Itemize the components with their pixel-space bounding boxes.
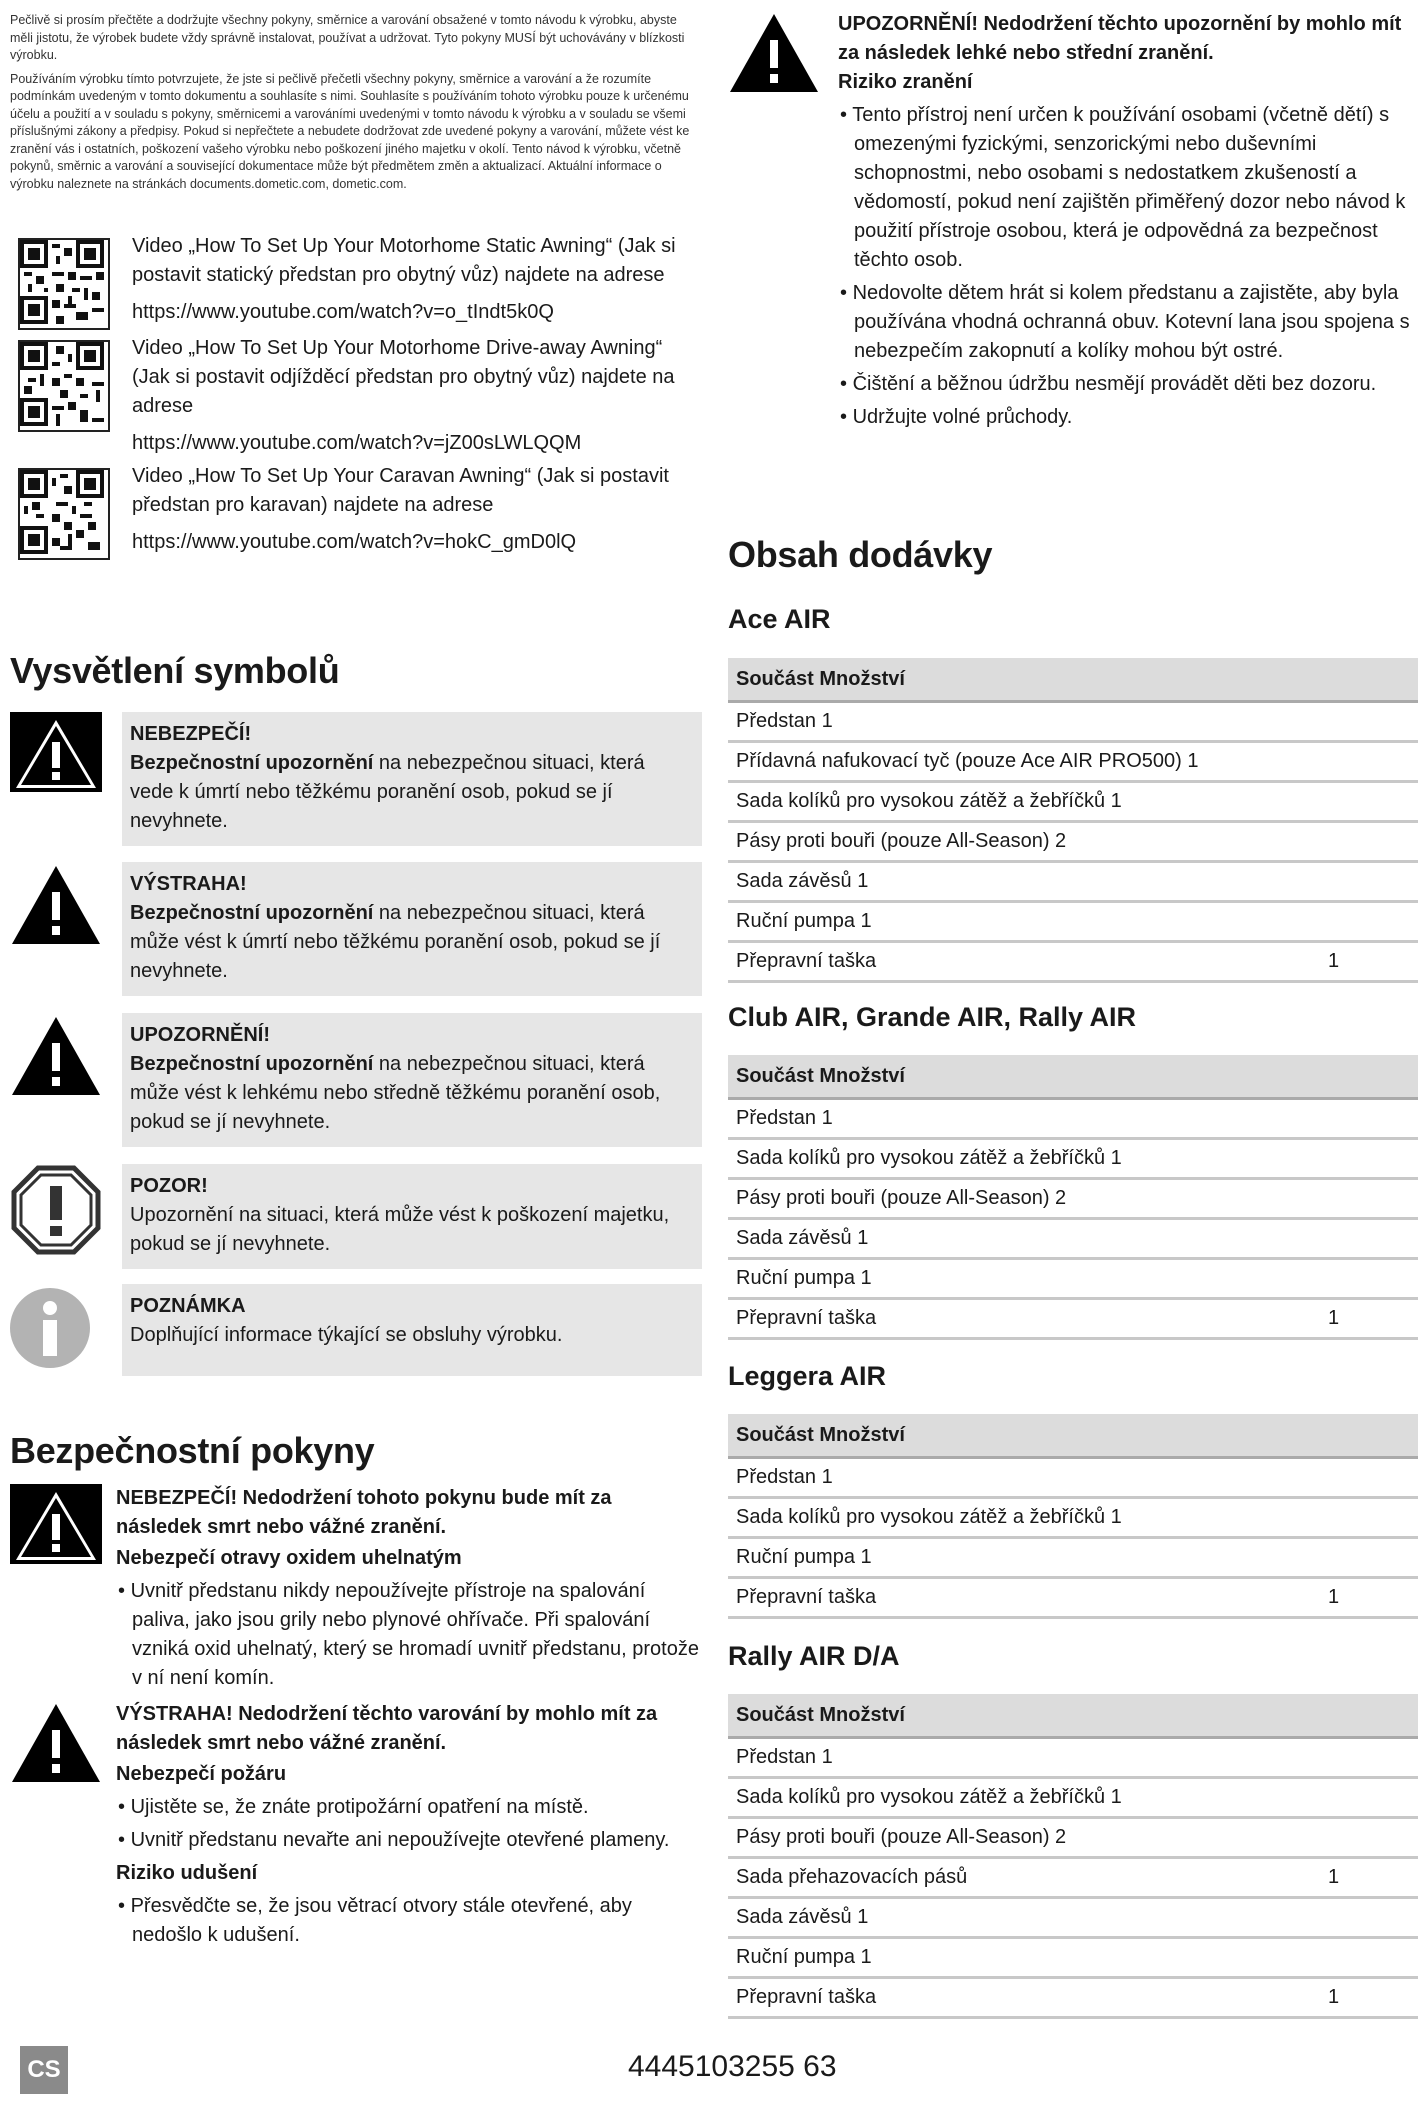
list-item: • Uvnitř předstanu nikdy nepoužívejte přístroje na spalování paliva, jako jsou grily nebo plynové ohřívače. Při spalování vzniká oxid uhelnatý, který se hromadí uvnitř předstanu, protože v ní není komín.	[118, 1580, 699, 1689]
table-row: Sada kolíků pro vysokou zátěž a žebříčků 1	[728, 1140, 1418, 1180]
section-title: Leggera AIR	[728, 1361, 887, 1391]
table-row: Přídavná nafukovací tyč (pouze Ace AIR PRO500) 1	[728, 743, 1418, 783]
table-row: Sada závěsů 1	[728, 863, 1418, 903]
safety-warning-title: VÝSTRAHA! Nedodržení těchto varování by mohlo mít za následek smrt nebo vážné zranění.	[116, 1703, 658, 1754]
table-row: Předstan 1	[728, 703, 1418, 743]
table-row: Ruční pumpa 1	[728, 1539, 1418, 1579]
warning-triangle-icon	[728, 10, 820, 102]
video-description: Video „How To Set Up Your Caravan Awning“ (Jak si postavit předstan pro karavan) najdete na adrese	[132, 465, 669, 516]
table-row: Sada závěsů 1	[728, 1899, 1418, 1939]
table-row: Sada přehazovacích pásů 1	[728, 1859, 1418, 1899]
video-item	[10, 334, 702, 458]
table-row: Ruční pumpa 1	[728, 1939, 1418, 1979]
symbol-notice	[10, 1164, 702, 1269]
safety-caution-block	[728, 10, 1418, 436]
qr-code-icon	[18, 238, 110, 330]
video-description: Video „How To Set Up Your Motorhome Static Awning“ (Jak si postavit statický předstan pro obytný vůz) najdete na adrese	[132, 235, 676, 286]
safety-warning-sub1: Nebezpečí požáru	[116, 1763, 287, 1785]
intro-paragraph-1: Pečlivě si prosím přečtěte a dodržujte všechny pokyny, směrnice a varování obsažené v tomto návodu k výrobku, abyste měli jistotu, že výrobek budete vždy správně instalovat, používat a udržovat. Tyto pokyny MUSÍ být uchovávány v blízkosti výrobku.	[10, 13, 685, 62]
symbol-text: Doplňující informace týkající se obsluhy výrobku.	[130, 1324, 563, 1346]
section-title: Club AIR, Grande AIR, Rally AIR	[728, 1002, 1137, 1032]
contents-table	[728, 1414, 1418, 1619]
table-row: Předstan 1	[728, 1739, 1418, 1779]
warning-triangle-icon	[10, 1700, 102, 1792]
symbol-title: VÝSTRAHA!	[130, 873, 247, 895]
table-row: Sada kolíků pro vysokou zátěž a žebříčků 1	[728, 1499, 1418, 1539]
table-row: Ruční pumpa 1	[728, 903, 1418, 943]
list-item: • Ujistěte se, že znáte protipožární opatření na místě.	[118, 1796, 589, 1818]
warning-triangle-icon	[10, 1013, 102, 1105]
safety-caution-title: UPOZORNĚNÍ! Nedodržení těchto upozornění by mohlo mít za následek lehké nebo střední zranění.	[838, 13, 1402, 64]
table-row: Přepravní taška 1	[728, 943, 1418, 983]
symbol-title: UPOZORNĚNÍ!	[130, 1024, 270, 1046]
list-item: • Nedovolte dětem hrát si kolem předstanu a zajistěte, aby byla používána vhodná ochranná obuv. Kotevní lana jsou spojena s nebezpečím zakopnutí a kolíky mohou být ostré.	[840, 282, 1410, 362]
safety-heading: Bezpečnostní pokyny	[10, 1430, 375, 1471]
table-row: Předstan 1	[728, 1459, 1418, 1499]
safety-caution-sub: Riziko zranění	[838, 71, 973, 93]
warning-triangle-icon	[10, 712, 102, 804]
safety-danger-title: NEBEZPEČÍ! Nedodržení tohoto pokynu bude mít za následek smrt nebo vážné zranění.	[116, 1487, 612, 1538]
qr-code-icon	[18, 340, 110, 432]
table-row: Pásy proti bouři (pouze All-Season) 2	[728, 1819, 1418, 1859]
table-row: Sada kolíků pro vysokou zátěž a žebříčků 1	[728, 1779, 1418, 1819]
safety-danger-block	[10, 1484, 702, 1697]
safety-warning-block	[10, 1700, 702, 1954]
video-link[interactable]: https://www.youtube.com/watch?v=jZ00sLWLQQM	[132, 432, 582, 454]
symbol-lead: Bezpečnostní upozornění	[130, 1053, 374, 1075]
table-header: Součást Množství	[728, 1414, 1418, 1459]
warning-triangle-icon	[10, 862, 102, 954]
symbol-text: na nebezpečnou situaci, která vede k úmrtí nebo těžkému poranění osob, pokud se jí nevyhnete.	[130, 752, 645, 832]
language-badge: CS	[20, 2046, 68, 2094]
section-title: Ace AIR	[728, 604, 831, 634]
octagon-exclamation-icon	[10, 1164, 102, 1256]
symbol-text: na nebezpečnou situaci, která může vést k lehkému nebo středně těžkému poranění osob, pokud se jí nevyhnete.	[130, 1053, 661, 1133]
table-row: Přepravní taška 1	[728, 1300, 1418, 1340]
symbol-warning	[10, 862, 702, 996]
symbol-text: Upozornění na situaci, která může vést k poškození majetku, pokud se jí nevyhnete.	[130, 1204, 670, 1255]
table-row: Sada kolíků pro vysokou zátěž a žebříčků 1	[728, 783, 1418, 823]
video-item	[10, 462, 702, 560]
info-icon	[10, 1284, 102, 1376]
contents-table	[728, 1055, 1418, 1340]
table-header: Součást Množství	[728, 658, 1418, 703]
table-row: Přepravní taška 1	[728, 1979, 1418, 2019]
list-item: • Přesvědčte se, že jsou větrací otvory stále otevřené, aby nedošlo k udušení.	[118, 1895, 632, 1946]
video-item	[10, 232, 702, 330]
table-row: Přepravní taška 1	[728, 1579, 1418, 1619]
symbol-title: POZOR!	[130, 1175, 208, 1197]
intro-paragraph-2: Používáním výrobku tímto potvrzujete, že jste si pečlivě přečetli všechny pokyny, směrnice a varování a že rozumíte podmínkám uvedeným v tomto dokumentu a souhlasíte s nimi. Souhlasíte s používáním tohoto výrobku pouze k určenému účelu a použití a v souladu s pokyny, směrnicemi a varováními uvedenými v tomto návodu k výrobku a v souladu se všemi příslušnými zákony a předpisy. Pokud si nepřečtete a nebudete dodržovat zde uvedené pokyny a varování, můžete vést ke zranění vás i ostatních, poškození vašeho výrobku nebo poškození jiného majetku v okolí. Tento návod k výrobku, včetně pokynů, směrnic a varování a související dokumentace může být předmětem změn a aktualizací. Aktuální informace o výrobku naleznete na stránkách documents.dometic.com, dometic.com.	[10, 71, 690, 191]
warning-triangle-icon	[10, 1484, 102, 1576]
symbol-title: NEBEZPEČÍ!	[130, 723, 252, 745]
list-item: • Uvnitř předstanu nevařte ani nepoužívejte otevřené plameny.	[118, 1829, 670, 1851]
symbol-note	[10, 1284, 702, 1376]
list-item: • Udržujte volné průchody.	[840, 406, 1073, 428]
safety-warning-sub2: Riziko udušení	[116, 1862, 258, 1884]
table-header: Součást Množství	[728, 1055, 1418, 1100]
section-title: Rally AIR D/A	[728, 1641, 900, 1671]
table-row: Pásy proti bouři (pouze All-Season) 2	[728, 1180, 1418, 1220]
table-row: Pásy proti bouři (pouze All-Season) 2	[728, 823, 1418, 863]
contents-heading: Obsah dodávky	[728, 534, 993, 575]
symbol-text: na nebezpečnou situaci, která může vést k úmrtí nebo těžkému poranění osob, pokud se jí nevyhnete.	[130, 902, 661, 982]
table-row: Sada závěsů 1	[728, 1220, 1418, 1260]
symbol-lead: Bezpečnostní upozornění	[130, 902, 374, 924]
video-link[interactable]: https://www.youtube.com/watch?v=o_tIndt5k0Q	[132, 301, 554, 323]
page-number: 4445103255 63	[628, 2050, 837, 2083]
list-item: • Tento přístroj není určen k používání osobami (včetně dětí) s omezenými fyzickými, senzorickými nebo duševními schopnostmi, nebo osobami s nedostatkem zkušeností a vědomostí, pokud není zajištěn přiměřený dozor nebo návod k použití přístroje osobou, která je odpovědná za bezpečnost těchto osob.	[840, 104, 1406, 271]
table-row: Předstan 1	[728, 1100, 1418, 1140]
table-row: Ruční pumpa 1	[728, 1260, 1418, 1300]
symbol-danger	[10, 712, 702, 846]
table-header: Součást Množství	[728, 1694, 1418, 1739]
symbol-caution	[10, 1013, 702, 1147]
symbols-heading: Vysvětlení symbolů	[10, 650, 340, 691]
symbol-title: POZNÁMKA	[130, 1295, 246, 1317]
video-link[interactable]: https://www.youtube.com/watch?v=hokC_gmD0lQ	[132, 531, 577, 553]
video-list	[10, 232, 702, 564]
symbol-lead: Bezpečnostní upozornění	[130, 752, 374, 774]
list-item: • Čištění a běžnou údržbu nesmějí provádět děti bez dozoru.	[840, 373, 1377, 395]
safety-danger-sub: Nebezpečí otravy oxidem uhelnatým	[116, 1547, 462, 1569]
video-description: Video „How To Set Up Your Motorhome Drive-away Awning“ (Jak si postavit odjížděcí předstan pro obytný vůz) najdete na adrese	[132, 337, 675, 417]
contents-table	[728, 1694, 1418, 2019]
qr-code-icon	[18, 468, 110, 560]
contents-table	[728, 658, 1418, 983]
